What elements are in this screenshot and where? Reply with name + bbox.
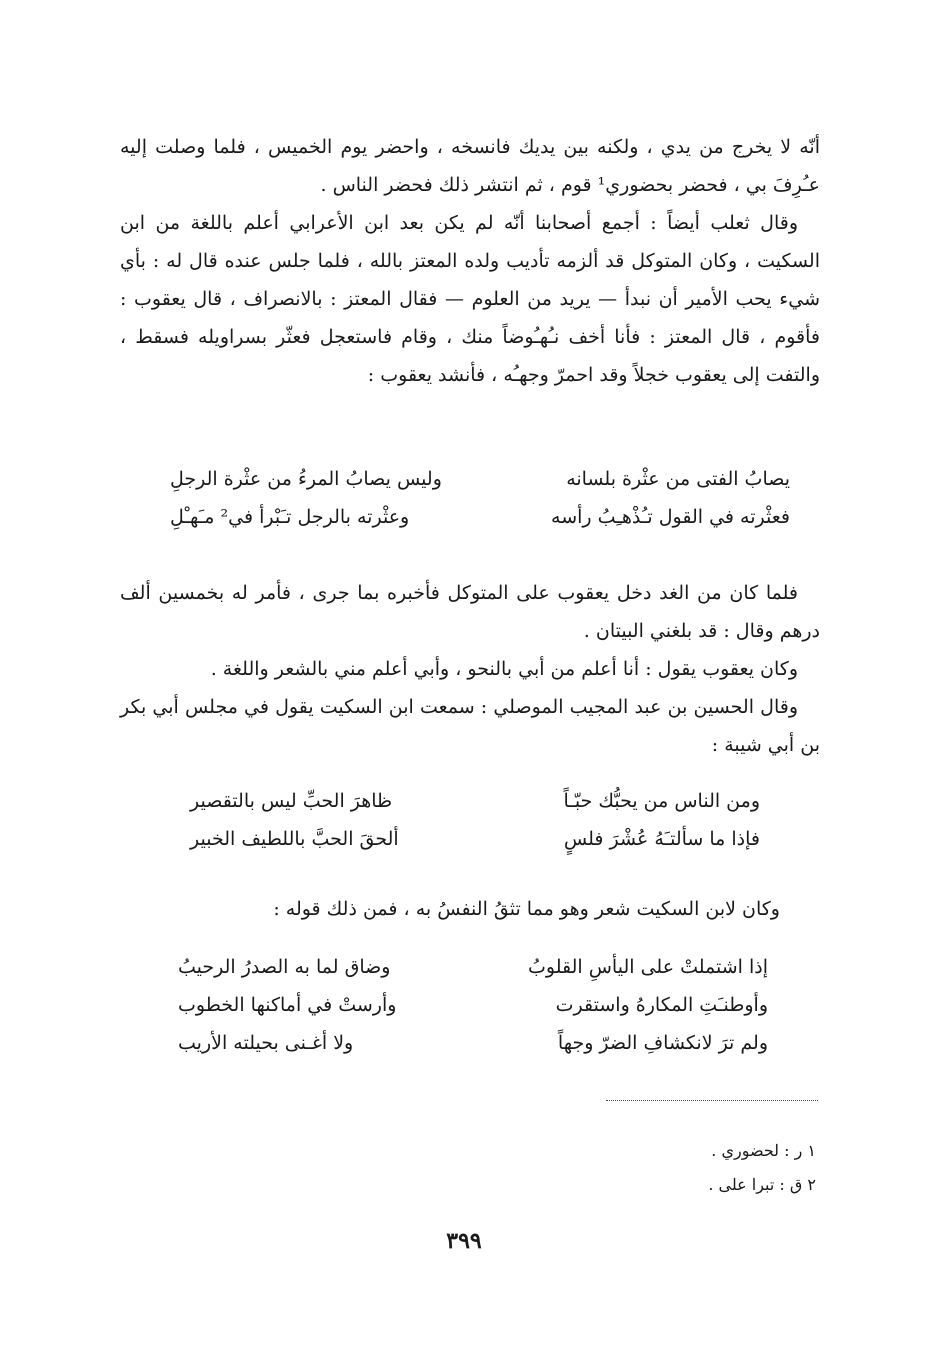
verse-line — [178, 986, 768, 1024]
paragraph: فلما كان من الغد دخل يعقوب على المتوكل فأخبره بما جرى ، فأمر له بخمسين ألف درهم وقال : قد بلغني البيتان . — [120, 582, 820, 642]
verse-line — [178, 1024, 768, 1062]
page-number: ٣٩٩ — [446, 1228, 482, 1254]
second-hemistich: ألحقَ الحبَّ باللطيف الخبير — [190, 828, 399, 850]
second-hemistich: وليس يصابُ المرءُ من عثْرة الرجلِ — [170, 468, 442, 490]
paragraph: أنّه لا يخرج من يدي ، ولكنه بين يديك فانسخه ، واحضر يوم الخميس ، فلما وصلت إليه عـُرِفَ بي ، فحضر بحضوري¹ قوم ، ثم انتشر ذلك فحضر الناس . — [120, 136, 820, 196]
second-hemistich: ظاهرَ الحبِّ ليس بالتقصير — [190, 790, 393, 812]
poem-block-1 — [170, 460, 790, 536]
first-hemistich: فعثْرته في القول تـُذْهـِبُ رأسه — [551, 506, 790, 528]
first-hemistich: فإذا ما سألتـَهُ عُشْرَ فلسٍ — [563, 828, 760, 850]
footnote: ٢ ق : تبرا على . — [708, 1175, 816, 1194]
second-hemistich: وضاق لما به الصدرُ الرحيبُ — [178, 956, 391, 978]
verse-line — [178, 948, 768, 986]
verse-line — [170, 498, 790, 536]
first-hemistich: يصابُ الفتى من عثْرة بلسانه — [566, 468, 790, 490]
verse-line — [190, 782, 760, 820]
paragraph: وقال الحسين بن عبد المجيب الموصلي : سمعت ابن السكيت يقول في مجلس أبي بكر بن أبي شيبة : — [120, 696, 820, 756]
first-hemistich: ولم ترَ لانكشافِ الضرّ وجهاً — [557, 1032, 768, 1054]
first-hemistich: وأوطنـَتِ المكارهُ واستقرت — [555, 994, 768, 1016]
text-block-3 — [180, 890, 780, 928]
poem-block-2 — [190, 782, 760, 858]
second-hemistich: وعثْرته بالرجل تـَبْرأ في² مـَهـْلِ — [170, 506, 410, 528]
footnote: ١ ر : لحضوري . — [711, 1141, 816, 1160]
second-hemistich: ولا أغـنى بحيلته الأريب — [178, 1032, 354, 1054]
paragraph: وكان لابن السكيت شعر وهو مما تثقُ النفسُ به ، فمن ذلك قوله : — [273, 898, 780, 920]
first-hemistich: ومن الناس من يحبُّك حبّـاً — [563, 790, 760, 812]
paragraph: وقال ثعلب أيضاً : أجمع أصحابنا أنّه لم يكن بعد ابن الأعرابي أعلم باللغة من ابن السكيت ، وكان المتوكل قد ألزمه تأديب ولده المعتز بالله ، فلما جلس عنده قال له : بأي شيء يحب الأمير أن نبدأ — يريد من العلوم — فقال المعتز : بالانصراف ، قال يعقوب : فأقوم ، قال المعتز : فأنا أخف نـُهـُوضاً منك ، وقام فاستعجل فعثّر بسراويله فسقط ، والتفت إلى يعقوب خجلاً وقد احمرّ وجهـُه ، فأنشد يعقوب : — [120, 212, 820, 386]
footnotes — [516, 1134, 816, 1202]
paragraph: وكان يعقوب يقول : أنا أعلم من أبي بالنحو ، وأبي أعلم مني بالشعر واللغة . — [210, 658, 798, 680]
verse-line — [190, 820, 760, 858]
second-hemistich: وأرستْ في أماكنها الخطوب — [178, 994, 397, 1016]
footnote-separator — [606, 1100, 818, 1101]
text-block-2 — [120, 574, 820, 764]
verse-line — [170, 460, 790, 498]
poem-block-3 — [178, 948, 768, 1062]
first-hemistich: إذا اشتملتْ على اليأسِ القلوبُ — [528, 956, 768, 978]
text-block-1 — [120, 128, 820, 394]
